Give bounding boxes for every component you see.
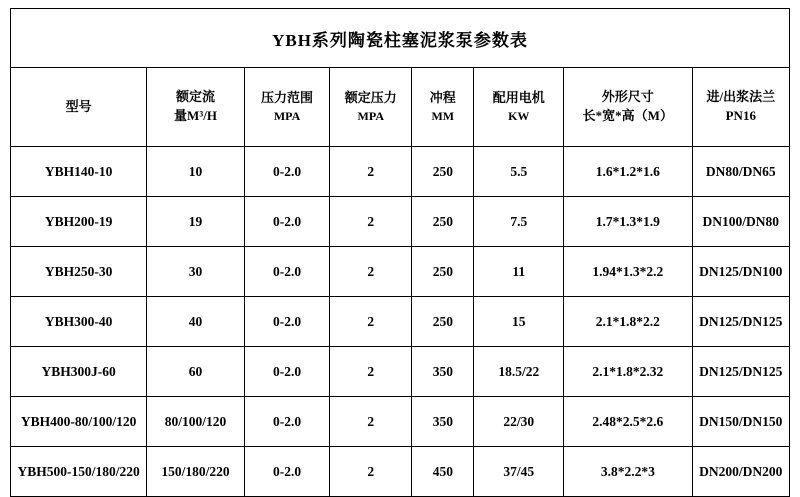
specification-table <box>10 8 790 497</box>
column-header-dimensions-line1: 外形尺寸 <box>601 89 654 105</box>
cell-stroke: 250 <box>412 147 474 197</box>
cell-motor: 11 <box>474 247 564 297</box>
column-header-rated-pressure-line1: 额定压力 <box>344 89 397 105</box>
cell-model: YBH300J-60 <box>11 347 147 397</box>
column-header-rated-pressure <box>330 68 412 147</box>
cell-dimensions: 2.1*1.8*2.32 <box>564 347 693 397</box>
column-header-rated-flow-line2: 量M³/H <box>174 108 217 123</box>
table-header-row <box>11 68 790 147</box>
cell-stroke: 250 <box>412 297 474 347</box>
table-row <box>11 247 790 297</box>
column-header-motor-unit: KW <box>508 108 530 123</box>
table-row <box>11 197 790 247</box>
cell-dimensions: 3.8*2.2*3 <box>564 447 693 497</box>
column-header-flange-line2: PN16 <box>725 108 756 123</box>
column-header-motor <box>474 68 564 147</box>
column-header-pressure-range-line1: 压力范围 <box>261 89 314 105</box>
column-header-stroke-line1: 冲程 <box>429 89 456 105</box>
cell-stroke: 250 <box>412 247 474 297</box>
cell-motor: 15 <box>474 297 564 347</box>
cell-rated-pressure: 2 <box>330 347 412 397</box>
cell-flow: 40 <box>147 297 244 347</box>
cell-model: YBH200-19 <box>11 197 147 247</box>
cell-dimensions: 1.6*1.2*1.6 <box>564 147 693 197</box>
cell-rated-pressure: 2 <box>330 447 412 497</box>
column-header-pressure-range-unit: MPA <box>273 108 301 123</box>
cell-pressure-range: 0-2.0 <box>244 447 330 497</box>
cell-pressure-range: 0-2.0 <box>244 247 330 297</box>
table-row <box>11 147 790 197</box>
cell-motor: 18.5/22 <box>474 347 564 397</box>
cell-rated-pressure: 2 <box>330 147 412 197</box>
cell-flange: DN100/DN80 <box>692 197 789 247</box>
column-header-stroke <box>412 68 474 147</box>
column-header-dimensions-line2: 长*宽*高（M） <box>582 108 673 123</box>
cell-motor: 5.5 <box>474 147 564 197</box>
column-header-pressure-range <box>244 68 330 147</box>
cell-model: YBH300-40 <box>11 297 147 347</box>
cell-pressure-range: 0-2.0 <box>244 147 330 197</box>
cell-pressure-range: 0-2.0 <box>244 297 330 347</box>
cell-dimensions: 2.1*1.8*2.2 <box>564 297 693 347</box>
cell-stroke: 350 <box>412 397 474 447</box>
table-title-row <box>11 9 790 68</box>
column-header-model-line1: 型号 <box>65 98 92 114</box>
cell-flange: DN125/DN125 <box>692 347 789 397</box>
cell-dimensions: 1.94*1.3*2.2 <box>564 247 693 297</box>
cell-model: YBH400-80/100/120 <box>11 397 147 447</box>
cell-flow: 10 <box>147 147 244 197</box>
column-header-model <box>11 68 147 147</box>
cell-motor: 22/30 <box>474 397 564 447</box>
cell-pressure-range: 0-2.0 <box>244 197 330 247</box>
cell-model: YBH250-30 <box>11 247 147 297</box>
cell-flange: DN200/DN200 <box>692 447 789 497</box>
cell-rated-pressure: 2 <box>330 247 412 297</box>
cell-rated-pressure: 2 <box>330 297 412 347</box>
cell-flow: 150/180/220 <box>147 447 244 497</box>
cell-flow: 80/100/120 <box>147 397 244 447</box>
table-row <box>11 347 790 397</box>
cell-dimensions: 2.48*2.5*2.6 <box>564 397 693 447</box>
column-header-flange-line1: 进/出浆法兰 <box>706 89 776 105</box>
cell-motor: 37/45 <box>474 447 564 497</box>
column-header-rated-flow <box>147 68 244 147</box>
table-row <box>11 297 790 347</box>
cell-flow: 60 <box>147 347 244 397</box>
cell-rated-pressure: 2 <box>330 197 412 247</box>
cell-flange: DN125/DN100 <box>692 247 789 297</box>
column-header-stroke-unit: MM <box>431 108 455 123</box>
cell-flow: 30 <box>147 247 244 297</box>
cell-flow: 19 <box>147 197 244 247</box>
page-title: YBH系列陶瓷柱塞泥浆泵参数表 <box>11 9 790 68</box>
cell-flange: DN125/DN125 <box>692 297 789 347</box>
cell-model: YBH140-10 <box>11 147 147 197</box>
cell-motor: 7.5 <box>474 197 564 247</box>
table-row <box>11 447 790 497</box>
column-header-rated-pressure-unit: MPA <box>357 108 384 123</box>
cell-flange: DN150/DN150 <box>692 397 789 447</box>
column-header-dimensions <box>564 68 693 147</box>
column-header-flange <box>692 68 789 147</box>
table-row <box>11 397 790 447</box>
cell-pressure-range: 0-2.0 <box>244 397 330 447</box>
cell-flange: DN80/DN65 <box>692 147 789 197</box>
cell-stroke: 450 <box>412 447 474 497</box>
cell-dimensions: 1.7*1.3*1.9 <box>564 197 693 247</box>
cell-pressure-range: 0-2.0 <box>244 347 330 397</box>
column-header-rated-flow-line1: 额定流 <box>175 89 215 105</box>
column-header-motor-line1: 配用电机 <box>492 89 545 105</box>
cell-model: YBH500-150/180/220 <box>11 447 147 497</box>
cell-rated-pressure: 2 <box>330 397 412 447</box>
cell-stroke: 250 <box>412 197 474 247</box>
cell-stroke: 350 <box>412 347 474 397</box>
